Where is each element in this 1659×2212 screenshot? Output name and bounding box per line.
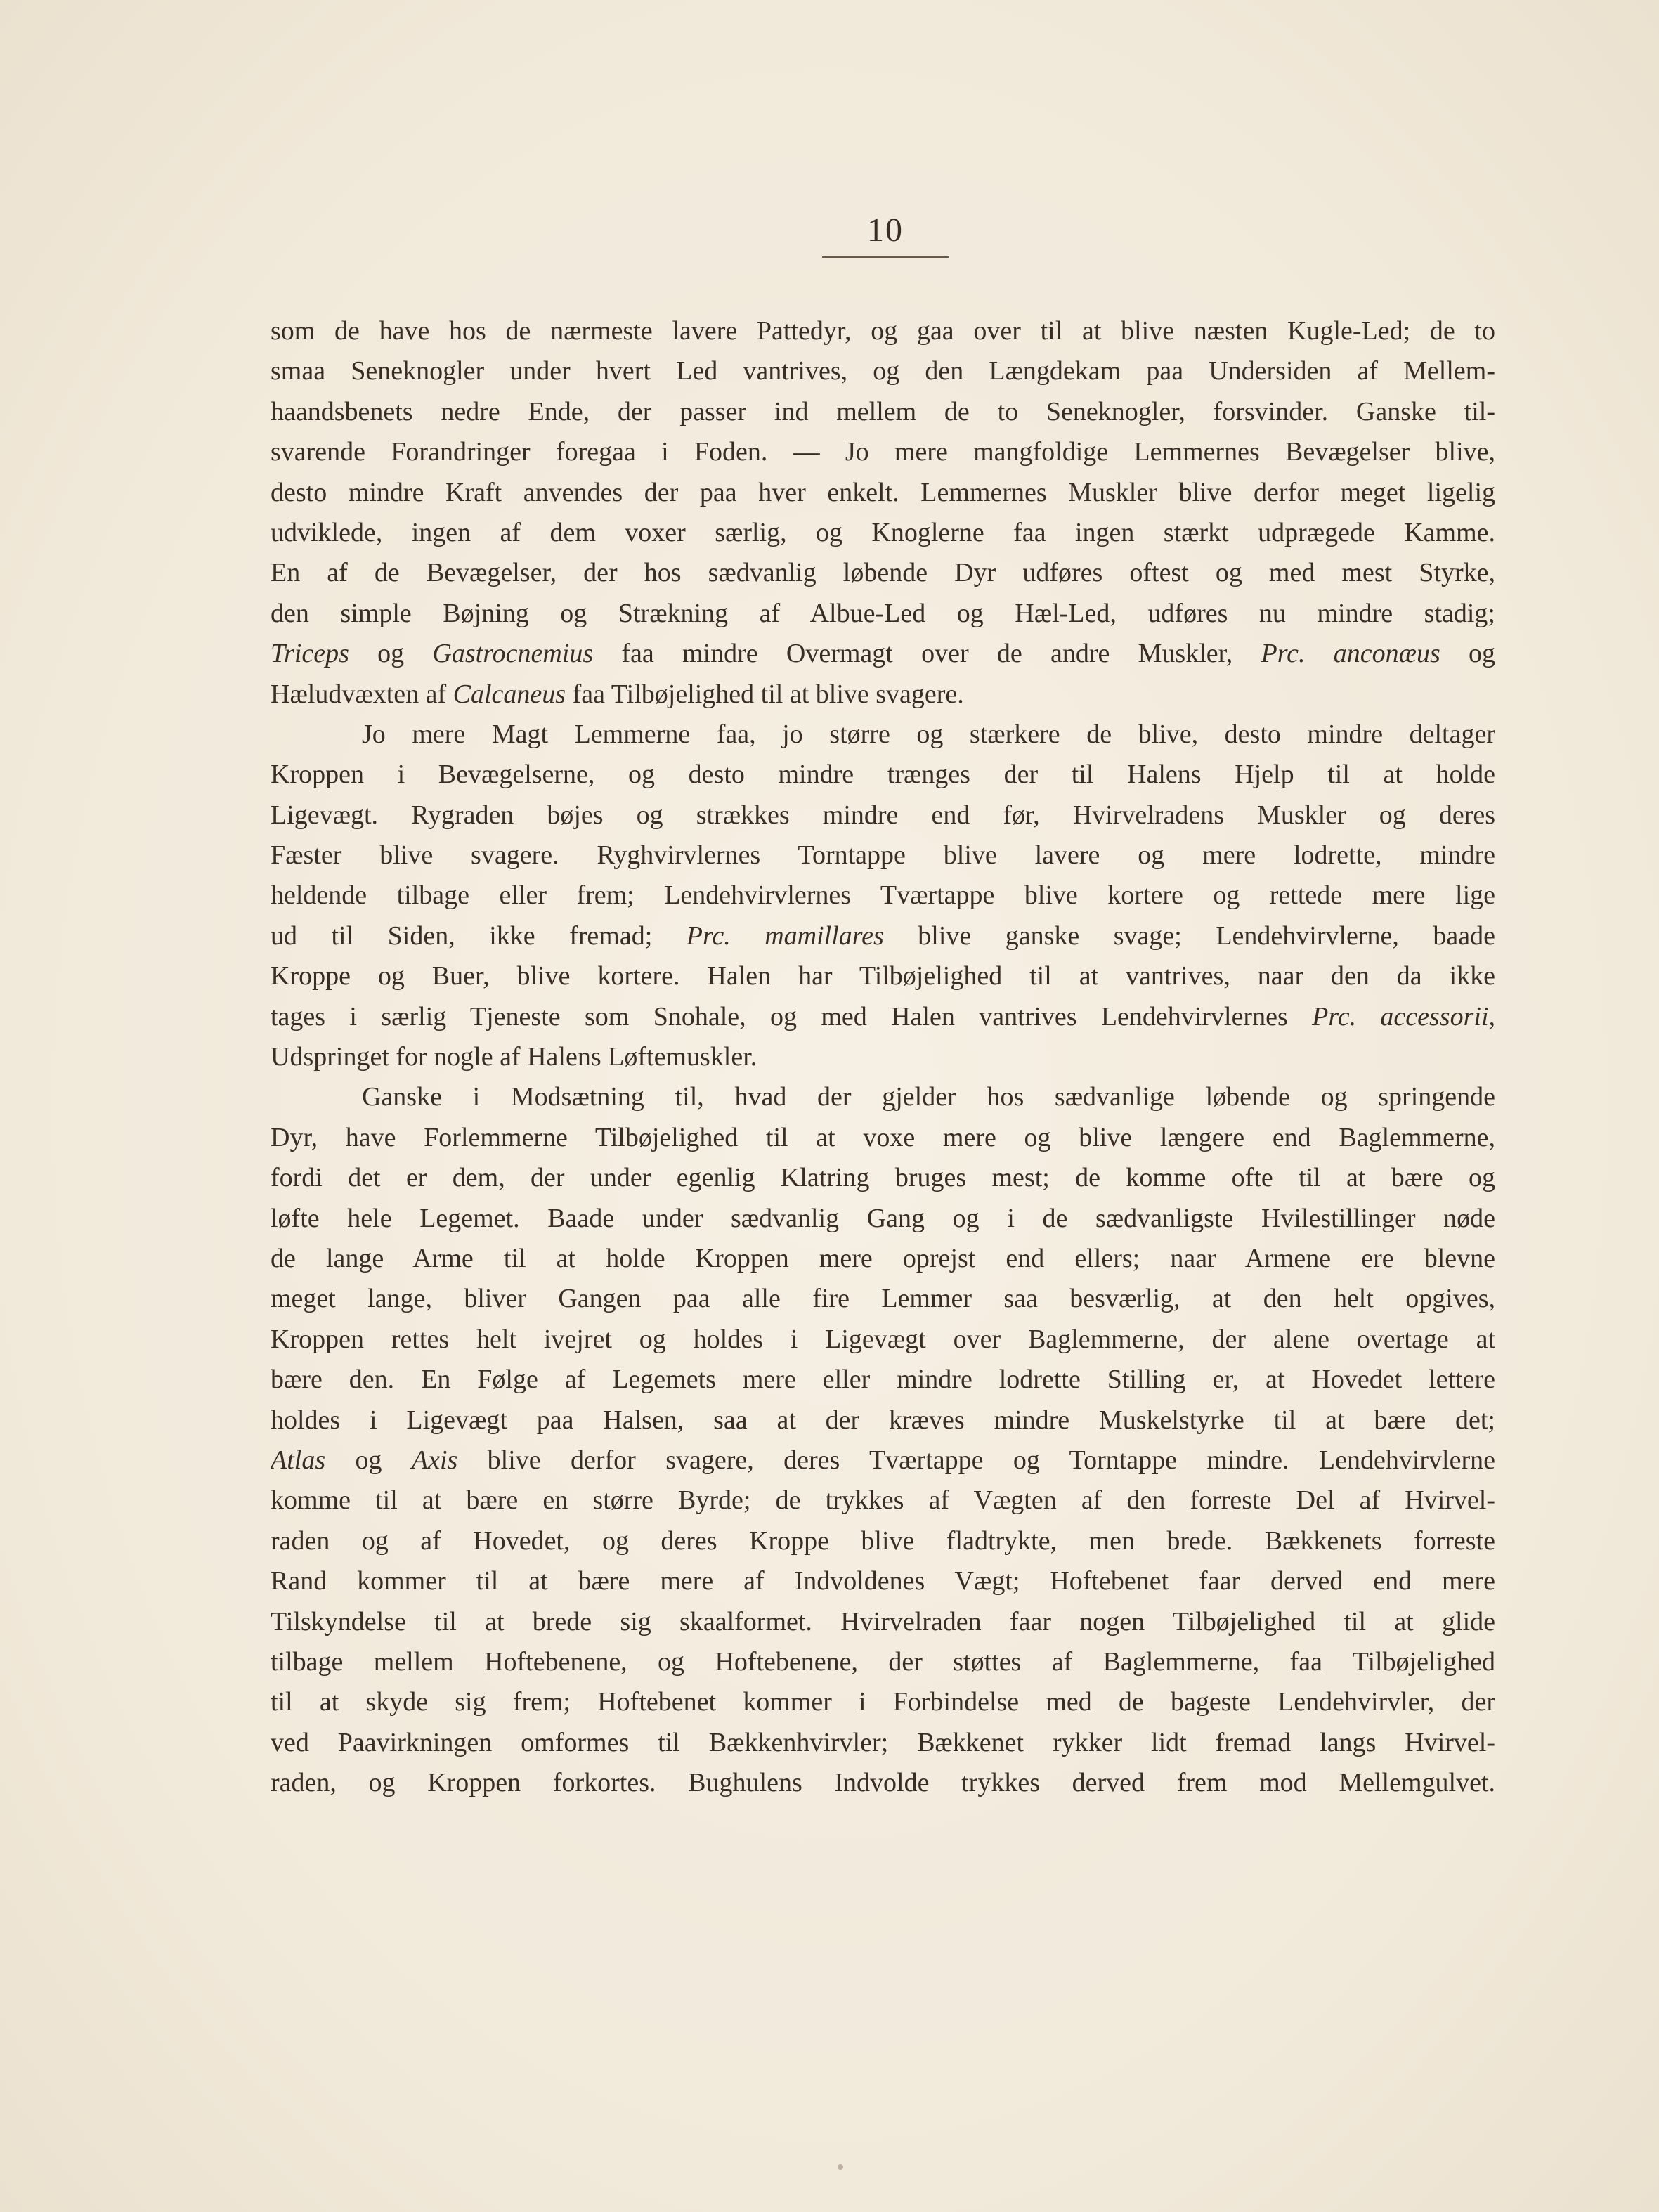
italic-term: Prc. accessorii,	[1312, 1001, 1495, 1032]
text-line	[271, 675, 1495, 715]
text-line	[271, 1682, 1495, 1722]
text-segment: Hæludvæxten af	[271, 679, 453, 709]
text-segment: holdes i Ligevægt paa Halsen, saa at der kræves mindre Muskelstyrke til at bære det;	[271, 1405, 1495, 1435]
text-segment: svarende Forandringer foregaa i Foden. — Jo mere mangfoldige Lemmernes Bevægelser blive,	[271, 437, 1495, 467]
text-segment: bære den. En Følge af Legemets mere eller mindre lodrette Stilling er, at Hovedet lettere	[271, 1365, 1495, 1395]
text-segment: tilbage mellem Hoftebenene, og Hoftebenene, der støttes af Baglemmerne, faa Tilbøjelighed	[271, 1646, 1495, 1677]
text-line	[271, 1239, 1495, 1279]
text-segment: løfte hele Legemet. Baade under sædvanlig Gang og i de sædvanligste Hvilestillinger nøde	[271, 1203, 1495, 1233]
text-line	[271, 1723, 1495, 1763]
text-line	[271, 1561, 1495, 1601]
text-line	[271, 997, 1495, 1037]
text-segment: desto mindre Kraft anvendes der paa hver enkelt. Lemmernes Muskler blive derfor meget ligelig	[271, 477, 1495, 507]
text-line	[271, 1521, 1495, 1561]
ink-speck	[838, 2164, 843, 2170]
text-line	[271, 755, 1495, 795]
text-segment: faa mindre Overmagt over de andre Muskler,	[593, 639, 1261, 669]
text-line	[271, 1360, 1495, 1400]
text-line	[271, 634, 1495, 674]
text-line	[271, 1158, 1495, 1198]
text-line	[271, 473, 1495, 513]
italic-term: Gastrocnemius	[432, 639, 594, 669]
text-line	[271, 835, 1495, 876]
body-text	[271, 311, 1495, 1803]
text-line	[271, 513, 1495, 553]
text-line	[271, 1763, 1495, 1803]
text-segment: raden og af Hovedet, og deres Kroppe blive fladtrykte, men brede. Bækkenets forreste	[271, 1525, 1495, 1556]
text-segment: haandsbenets nedre Ende, der passer ind mellem de to Seneknogler, forsvinder. Ganske til-	[271, 396, 1495, 427]
italic-term: Prc. anconæus	[1261, 639, 1440, 669]
text-segment: den simple Bøjning og Strækning af Albue-Led og Hæl-Led, udføres nu mindre stadig;	[271, 598, 1495, 628]
text-segment: Tilskyndelse til at brede sig skaalformet. Hvirvelraden faar nogen Tilbøjelighed til at glide	[271, 1606, 1495, 1637]
text-line	[271, 1279, 1495, 1319]
text-segment: Ligevægt. Rygraden bøjes og strækkes mindre end før, Hvirvelradens Muskler og deres	[271, 800, 1495, 830]
italic-term: Prc. mamillares	[686, 920, 884, 951]
text-line	[271, 392, 1495, 432]
text-segment: Kroppe og Buer, blive kortere. Halen har Tilbøjelighed til at vantrives, naar den da ikke	[271, 961, 1495, 991]
text-line	[271, 1481, 1495, 1521]
text-line	[271, 1320, 1495, 1360]
italic-term: Axis	[411, 1445, 458, 1475]
text-segment: Kroppen rettes helt ivejret og holdes i Ligevægt over Baglemmerne, der alene overtage at	[271, 1324, 1495, 1354]
text-line	[271, 1199, 1495, 1239]
text-segment: udviklede, ingen af dem voxer særlig, og Knoglerne faa ingen stærkt udprægede Kamme.	[271, 517, 1495, 547]
text-segment: ved Paavirkningen omformes til Bækkenhvirvler; Bækkenet rykker lidt fremad langs Hvirvel-	[271, 1727, 1495, 1757]
text-segment: komme til at bære en større Byrde; de trykkes af Vægten af den forreste Del af Hvirvel-	[271, 1485, 1495, 1516]
text-segment: faa Tilbøjelighed til at blive svagere.	[566, 679, 964, 709]
text-segment: Dyr, have Forlemmerne Tilbøjelighed til at voxe mere og blive længere end Baglemmerne,	[271, 1122, 1495, 1152]
text-segment: og	[349, 639, 433, 669]
text-line	[271, 916, 1495, 956]
page-number: 10	[822, 211, 949, 258]
text-segment: som de have hos de nærmeste lavere Pattedyr, og gaa over til at blive næsten Kugle-Led; de to	[271, 316, 1495, 346]
text-line	[271, 876, 1495, 916]
text-segment: de lange Arme til at holde Kroppen mere oprejst end ellers; naar Armene ere blevne	[271, 1243, 1495, 1273]
text-segment: Fæster blive svagere. Ryghvirvlernes Torntappe blive lavere og mere lodrette, mindre	[271, 840, 1495, 871]
italic-term: Atlas	[271, 1445, 326, 1475]
text-line	[271, 1037, 1495, 1077]
text-segment: smaa Seneknogler under hvert Led vantrives, og den Længdekam paa Undersiden af Mellem-	[271, 356, 1495, 386]
text-segment: En af de Bevægelser, der hos sædvanlig løbende Dyr udføres oftest og med mest Styrke,	[271, 558, 1495, 588]
text-segment: Rand kommer til at bære mere af Indvoldenes Vægt; Hoftebenet faar derved end mere	[271, 1566, 1495, 1596]
text-line	[271, 956, 1495, 996]
text-segment: ud til Siden, ikke fremad;	[271, 920, 687, 951]
text-segment: og	[325, 1445, 412, 1475]
text-segment: blive derfor svagere, deres Tværtappe og Torntappe mindre. Lendehvirvlerne	[457, 1445, 1495, 1475]
text-line	[271, 351, 1495, 391]
text-segment: og	[1440, 639, 1495, 669]
text-line	[271, 795, 1495, 835]
text-segment: til at skyde sig frem; Hoftebenet kommer i Forbindelse med de bageste Lendehvirvler, der	[271, 1687, 1495, 1717]
text-segment: Jo mere Magt Lemmerne faa, jo større og stærkere de blive, desto mindre deltager	[362, 719, 1495, 749]
text-line	[271, 1440, 1495, 1481]
text-line	[271, 432, 1495, 472]
text-segment: fordi det er dem, der under egenlig Klatring bruges mest; de komme ofte til at bære og	[271, 1163, 1495, 1193]
text-segment: blive ganske svage; Lendehvirvlerne, baade	[883, 920, 1495, 951]
italic-term: Calcaneus	[453, 679, 566, 709]
text-line	[271, 594, 1495, 634]
text-segment: Ganske i Modsætning til, hvad der gjelder hos sædvanlige løbende og springende	[362, 1082, 1495, 1112]
italic-term: Triceps	[271, 639, 349, 669]
text-line	[271, 1118, 1495, 1158]
text-line	[271, 715, 1495, 755]
text-segment: meget lange, bliver Gangen paa alle fire Lemmer saa besværlig, at den helt opgives,	[271, 1284, 1495, 1314]
text-segment: raden, og Kroppen forkortes. Bughulens Indvolde trykkes derved frem mod Mellemgulvet.	[271, 1768, 1495, 1798]
text-segment: heldende tilbage eller frem; Lendehvirvlernes Tværtappe blive kortere og rettede mere lige	[271, 880, 1495, 911]
text-line	[271, 1602, 1495, 1642]
text-line	[271, 1077, 1495, 1117]
text-segment: tages i særlig Tjeneste som Snohale, og med Halen vantrives Lendehvirvlernes	[271, 1001, 1313, 1032]
text-line	[271, 1642, 1495, 1682]
text-line	[271, 1400, 1495, 1440]
text-line	[271, 553, 1495, 593]
text-segment: Kroppen i Bevægelserne, og desto mindre trænges der til Halens Hjelp til at holde	[271, 760, 1495, 790]
text-line	[271, 311, 1495, 351]
text-segment: Udspringet for nogle af Halens Løftemuskler.	[271, 1042, 757, 1072]
